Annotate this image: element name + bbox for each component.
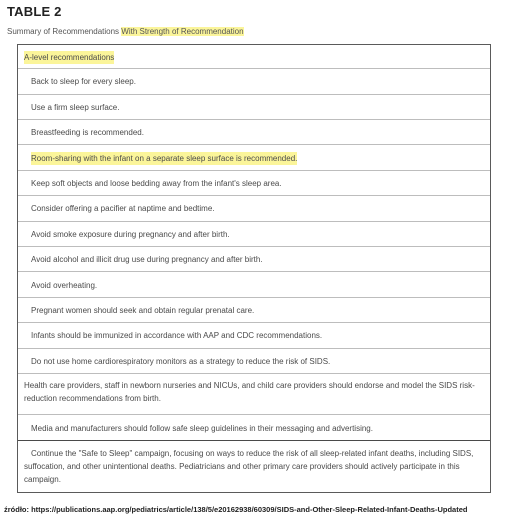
recommendations-table — [17, 44, 491, 493]
recommendation-text: Health care providers, staff in newborn nurseries and NICUs, and child care providers should endorse and model the SIDS risk-reduction recommendations from birth. — [24, 381, 475, 403]
table-row — [18, 196, 490, 222]
table-row — [18, 349, 490, 374]
table-row — [18, 145, 490, 171]
table-row — [18, 69, 490, 95]
recommendation-text: Do not use home cardiorespiratory monitors as a strategy to reduce the risk of SIDS. — [31, 357, 331, 366]
table-subtitle — [7, 27, 244, 36]
table-row — [18, 272, 490, 298]
table-title: TABLE 2 — [7, 4, 62, 19]
recommendation-text: Pregnant women should seek and obtain regular prenatal care. — [31, 306, 255, 315]
section-header-row — [18, 45, 490, 69]
table-row — [18, 247, 490, 272]
table-row — [18, 95, 490, 120]
recommendation-text: Avoid alcohol and illicit drug use during pregnancy and after birth. — [31, 255, 263, 264]
table-row — [18, 323, 490, 349]
recommendation-text: Infants should be immunized in accordance with AAP and CDC recommendations. — [31, 331, 323, 340]
table-row — [18, 222, 490, 247]
subtitle-text: Summary of Recommendations — [7, 27, 122, 36]
table-row — [18, 298, 490, 323]
recommendation-text: Media and manufacturers should follow safe sleep guidelines in their messaging and advertising. — [31, 424, 373, 433]
recommendation-text-highlighted: Room-sharing with the infant on a separate sleep surface is recommended. — [31, 154, 298, 163]
table-row — [18, 374, 490, 415]
recommendation-text: Breastfeeding is recommended. — [31, 128, 144, 137]
section-header: A-level recommendations — [24, 53, 115, 62]
subtitle-highlighted-text: With Strength of Recommendation — [121, 27, 244, 36]
table-row — [18, 415, 490, 441]
table-row — [18, 171, 490, 196]
recommendation-text: Use a firm sleep surface. — [31, 103, 120, 112]
recommendation-text: Keep soft objects and loose bedding away from the infant's sleep area. — [31, 179, 282, 188]
recommendation-text: Continue the "Safe to Sleep" campaign, focusing on ways to reduce the risk of all sleep-related infant deaths, including SIDS, suffocation, and other unintentional deaths. Pediatricians and other primary care providers should actively participate in this campaign. — [24, 449, 474, 484]
recommendation-text: Avoid overheating. — [31, 281, 98, 290]
source-note: źródło: https://publications.aap.org/pediatrics/article/138/5/e20162938/60309/SIDS-and-Other-Sleep-Related-Infant-Deaths-Updated — [4, 505, 468, 514]
recommendation-text: Avoid smoke exposure during pregnancy and after birth. — [31, 230, 230, 239]
table-row — [18, 120, 490, 145]
table-row — [18, 441, 490, 494]
recommendation-text: Consider offering a pacifier at naptime and bedtime. — [31, 204, 215, 213]
recommendation-text: Back to sleep for every sleep. — [31, 77, 136, 86]
